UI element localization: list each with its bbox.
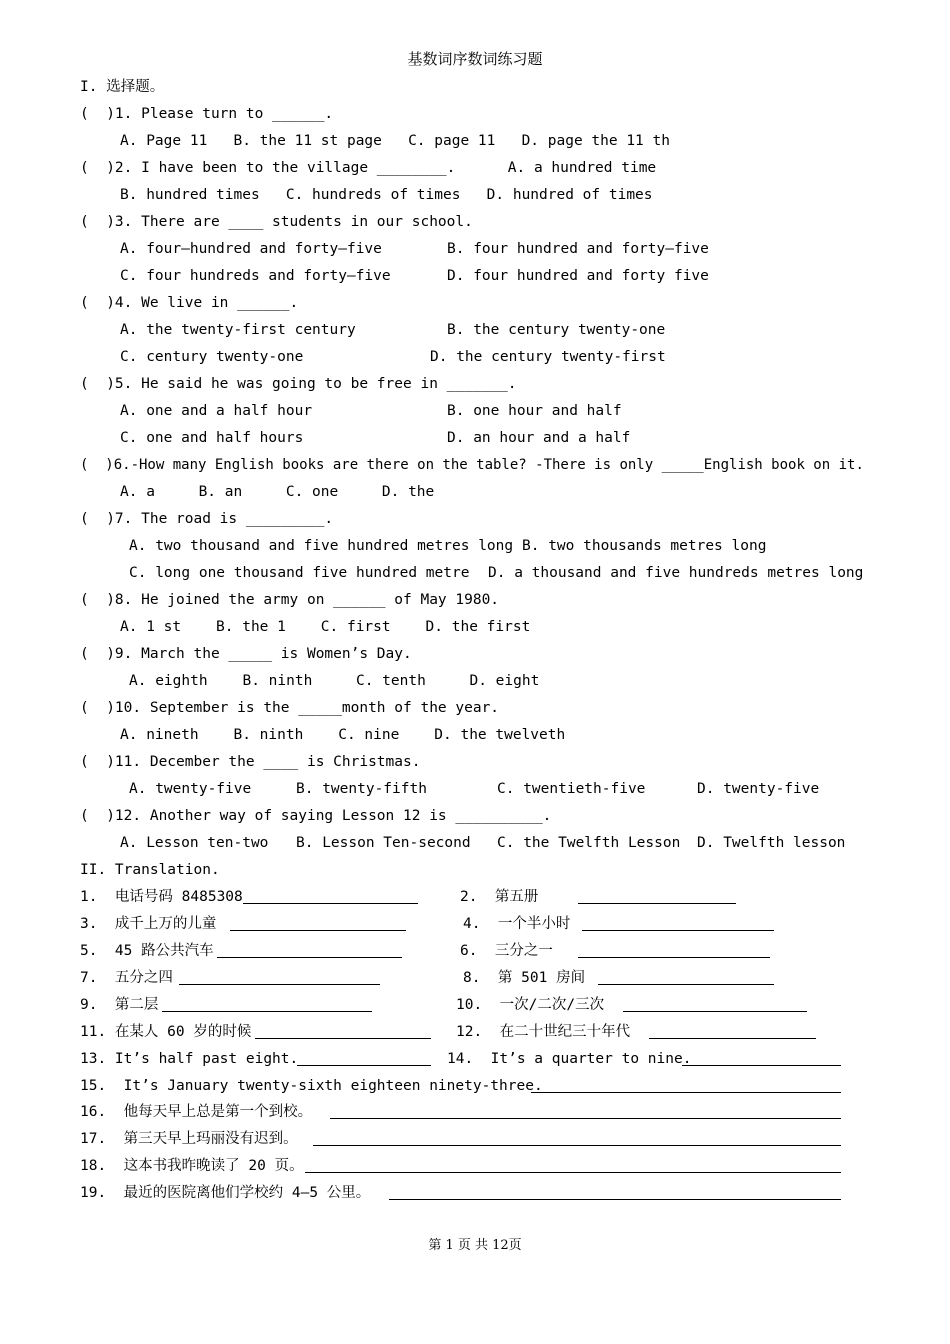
question-11-option-b: B. twenty-fifth [296, 781, 427, 797]
question-4-option-b: B. the century twenty-one [447, 322, 666, 338]
question-12-option-d: D. Twelfth lesson [697, 835, 846, 851]
question-5-option-a: A. one and a half hour [120, 403, 313, 419]
answer-line-15[interactable] [531, 1092, 841, 1093]
translation-item-9: 9. 第二层 [80, 997, 159, 1013]
question-3: ( )3. There are ____ students in our school. [80, 214, 473, 230]
question-6-options: A. a B. an C. one D. the [120, 484, 435, 500]
answer-line-4[interactable] [582, 930, 774, 931]
question-8-options: A. 1 st B. the 1 C. first D. the first [120, 619, 531, 635]
question-3-option-d: D. four hundred and forty five [447, 268, 709, 284]
page-title: 基数词序数词练习题 [407, 50, 543, 68]
question-3-option-b: B. four hundred and forty—five [447, 241, 709, 257]
question-12: ( )12. Another way of saying Lesson 12 is __________. [80, 808, 552, 824]
answer-line-18[interactable] [305, 1172, 841, 1173]
translation-item-4: 4. 一个半小时 [463, 916, 571, 932]
answer-line-9[interactable] [162, 1011, 372, 1012]
translation-item-12: 12. 在二十世纪三十年代 [456, 1024, 631, 1040]
answer-line-8[interactable] [598, 984, 774, 985]
question-5-option-b: B. one hour and half [447, 403, 622, 419]
translation-item-1: 1. 电话号码 8485308 [80, 889, 243, 905]
question-6: ( )6.-How many English books are there on the table? -There is only _____English book on it. [80, 457, 864, 473]
answer-line-1[interactable] [243, 903, 418, 904]
translation-item-2: 2. 第五册 [460, 889, 539, 905]
question-7-option-a: A. two thousand and five hundred metres long [129, 538, 514, 554]
question-2-options: B. hundred times C. hundreds of times D. hundred of times [120, 187, 653, 203]
question-7-option-c: C. long one thousand five hundred metre [129, 565, 470, 581]
question-5-option-c: C. one and half hours [120, 430, 304, 446]
question-9-options: A. eighth B. ninth C. tenth D. eight [129, 673, 540, 689]
translation-item-14: 14. It’s a quarter to nine. [447, 1051, 692, 1067]
question-12-option-a: A. Lesson ten-two [120, 835, 269, 851]
answer-line-17[interactable] [313, 1145, 841, 1146]
question-5: ( )5. He said he was going to be free in _______. [80, 376, 517, 392]
question-4-option-d: D. the century twenty-first [430, 349, 666, 365]
question-7: ( )7. The road is _________. [80, 511, 334, 527]
question-9: ( )9. March the _____ is Women’s Day. [80, 646, 412, 662]
question-4: ( )4. We live in ______. [80, 295, 299, 311]
question-7-option-d: D. a thousand and five hundreds metres long [488, 565, 864, 581]
answer-line-14[interactable] [682, 1065, 841, 1066]
answer-line-3[interactable] [230, 930, 406, 931]
translation-item-17: 17. 第三天早上玛丽没有迟到。 [80, 1131, 298, 1147]
question-4-option-c: C. century twenty-one [120, 349, 304, 365]
answer-line-5[interactable] [217, 957, 402, 958]
translation-item-6: 6. 三分之一 [460, 943, 553, 959]
answer-line-16[interactable] [330, 1118, 841, 1119]
question-3-option-a: A. four—hundred and forty—five [120, 241, 382, 257]
translation-item-8: 8. 第 501 房间 [463, 970, 586, 986]
question-10: ( )10. September is the _____month of the year. [80, 700, 500, 716]
translation-item-19: 19. 最近的医院离他们学校约 4—5 公里。 [80, 1185, 371, 1201]
question-10-options: A. nineth B. ninth C. nine D. the twelveth [120, 727, 566, 743]
translation-item-15: 15. It’s January twenty-sixth eighteen ninety-three. [80, 1078, 543, 1094]
translation-item-3: 3. 成千上万的儿童 [80, 916, 217, 932]
question-12-option-b: B. Lesson Ten-second [296, 835, 471, 851]
question-1-options: A. Page 11 B. the 11 st page C. page 11 D. page the 11 th [120, 133, 670, 149]
page-footer: 第 1 页 共 12页 [428, 1238, 522, 1253]
question-11: ( )11. December the ____ is Christmas. [80, 754, 421, 770]
translation-item-13: 13. It’s half past eight. [80, 1051, 299, 1067]
question-4-option-a: A. the twenty-first century [120, 322, 356, 338]
translation-item-16: 16. 他每天早上总是第一个到校。 [80, 1104, 313, 1120]
answer-line-7[interactable] [179, 984, 380, 985]
question-11-option-c: C. twentieth-five [497, 781, 646, 797]
translation-item-11: 11. 在某人 60 岁的时候 [80, 1024, 252, 1040]
question-2: ( )2. I have been to the village ________. A. a hundred time [80, 160, 657, 176]
translation-item-5: 5. 45 路公共汽车 [80, 943, 214, 959]
section-heading-choice: I. 选择题。 [80, 79, 165, 95]
translation-item-7: 7. 五分之四 [80, 970, 173, 986]
question-12-option-c: C. the Twelfth Lesson [497, 835, 681, 851]
answer-line-13[interactable] [297, 1065, 431, 1066]
answer-line-12[interactable] [649, 1038, 816, 1039]
question-3-option-c: C. four hundreds and forty—five [120, 268, 391, 284]
question-11-option-d: D. twenty-five [697, 781, 820, 797]
question-8: ( )8. He joined the army on ______ of May 1980. [80, 592, 500, 608]
answer-line-19[interactable] [389, 1199, 841, 1200]
translation-item-18: 18. 这本书我昨晚读了 20 页。 [80, 1158, 304, 1174]
translation-item-10: 10. 一次/二次/三次 [456, 997, 605, 1013]
section-heading-translation: II. Translation. [80, 862, 220, 878]
question-11-option-a: A. twenty-five [129, 781, 252, 797]
answer-line-10[interactable] [623, 1011, 807, 1012]
question-5-option-d: D. an hour and a half [447, 430, 631, 446]
answer-line-6[interactable] [578, 957, 770, 958]
answer-line-11[interactable] [255, 1038, 431, 1039]
question-1: ( )1. Please turn to ______. [80, 106, 334, 122]
question-7-option-b: B. two thousands metres long [522, 538, 767, 554]
answer-line-2[interactable] [578, 903, 736, 904]
